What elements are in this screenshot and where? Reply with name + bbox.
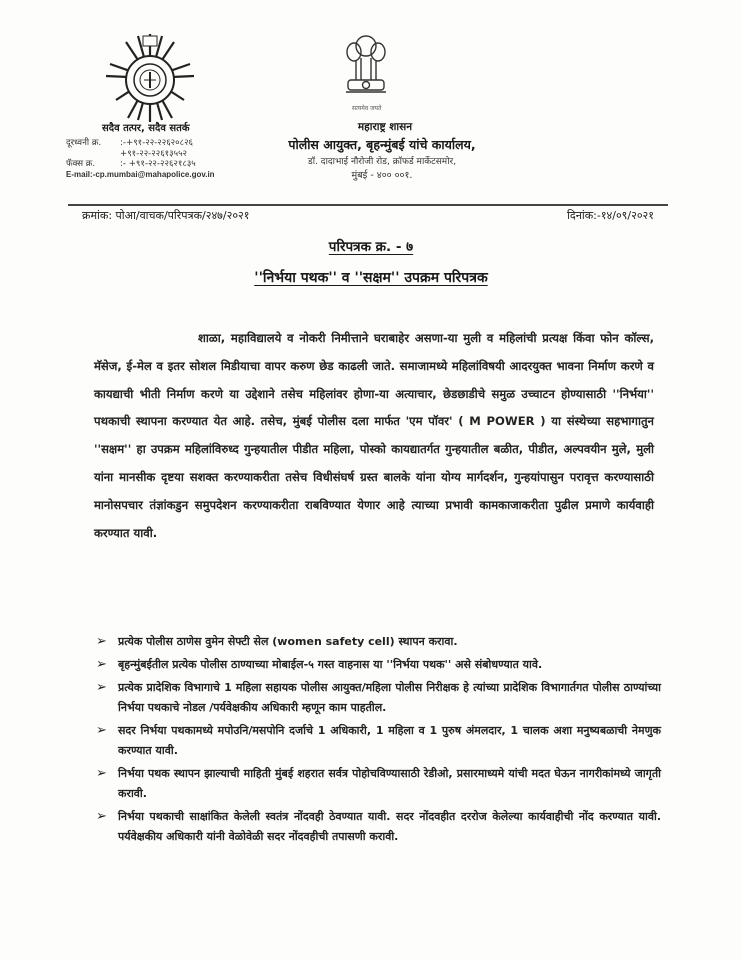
ashoka-emblem bbox=[338, 30, 394, 102]
circular-title bbox=[0, 268, 742, 287]
arrow-bullet-icon: ➢ bbox=[96, 766, 107, 781]
phone-number-2: +९१-२२-२२६१३५५२ bbox=[120, 148, 188, 159]
arrow-bullet-icon: ➢ bbox=[96, 657, 107, 672]
phone-label: दूरध्वनी क्र. bbox=[66, 138, 102, 148]
phone-row bbox=[66, 138, 215, 149]
directive-text: निर्भया पथक स्थापन झाल्याची माहिती मुंबई शहरात सर्वत्र पोहोचविण्यासाठी रेडीओ, प्रसारमाध्यमे यांची मदत घेऊन नागरीकांमध्ये जागृती करावी. bbox=[118, 767, 661, 800]
directive-text: प्रत्येक पोलीस ठाणेस वुमेन सेफ्टी सेल (women safety cell) स्थापन करावा. bbox=[118, 635, 458, 648]
directive-text: निर्भया पथकाची साक्षांकित केलेली स्वतंत्र नोंदवही ठेवण्यात यावी. सदर नोंदवहीत दररोज केलेल्या कार्यवाहीची नोंद करण्यात यावी. पर्यवेक्षकीय अधिकारी यांनी वेळोवेळी सदर नोंदवहीची तपासणी करावी. bbox=[118, 810, 661, 843]
circular-number bbox=[0, 237, 742, 255]
body-paragraph: शाळा, महाविद्यालये व नोकरी निमीत्ताने घराबाहेर असणा-या मुली व महिलांची प्रत्यक्ष किंवा फोन कॉल्स, मॅसेज, ई-मेल व इतर सोशल मिडीयाचा वापर करुण छेड काढली जाते. समाजामध्ये महिलांविषयी आदरयुक्त भावना निर्माण करणे व कायद्याची भीती निर्माण करणे या उद्देशाने तसेच महिलांवर होणा-या अत्याचार, छेडछाडीचे समुळ उच्चाटन होण्यासाठी ''निर्भया'' पथकाची स्थापना करण्यात येत आहे. तसेच, मुंबई पोलीस दला मार्फत 'एम पॉवर' ( M POWER ) या संस्थेच्या सहभागातुन ''सक्षम'' हा उपक्रम महिलांविरुध्द गुन्हयातील पीडीत महिला, पोस्को कायद्यातर्गत गुन्हयातील बळीत, पीडीत, अल्पवयीन मुले, मुली यांना मानसीक दृष्टया सशक्त करण्याकरीता तसेच विधीसंघर्ष ग्रस्त बालके यांना योग्य मार्गदर्शन, गुन्हयांपासुन परावृत्त करण्यासाठी मानोसपचार तंज्ञांकडुन समुपदेशन करण्याकरीता राबविण्यात येणार आहे त्याच्या प्रभावी कामकाजाकरीता पुढील प्रमाणे कार्यवाही करण्यात यावी. bbox=[94, 331, 654, 540]
circular-date: दिनांक:-१४/०९/२०२१ bbox=[567, 209, 654, 222]
office-name: पोलीस आयुक्त, बृहन्मुंबई यांचे कार्यालय, bbox=[288, 137, 476, 152]
arrow-bullet-icon: ➢ bbox=[96, 723, 107, 738]
fax-row bbox=[66, 159, 215, 170]
directive-item bbox=[96, 721, 661, 761]
email-address: E-mail:-cp.mumbai@mahapolice.gov.in bbox=[66, 169, 215, 179]
header-divider bbox=[68, 204, 668, 206]
directive-item bbox=[96, 807, 661, 847]
directive-text: सदर निर्भया पथकामध्ये मपोउनि/मसपोनि दर्जाचे 1 अधिकारी, 1 महिला व 1 पुरुष अंमलदार, 1 चालक अशा मनुष्यबळाची नेमणुक करण्यात यावी. bbox=[118, 724, 661, 757]
arrow-bullet-icon: ➢ bbox=[96, 634, 107, 649]
directive-item bbox=[96, 764, 661, 804]
reference-number: क्रमांक: पोआ/वाचक/परिपत्रक/२४७/२०२१ bbox=[82, 209, 250, 222]
circular-number-text: परिपत्रक क्र. - ७ bbox=[328, 239, 414, 255]
office-city-pin: मुंबई - ४०० ००१. bbox=[351, 170, 413, 181]
phone-number: :-+९१-२२-२२६२०८२६ bbox=[120, 138, 194, 148]
directive-item bbox=[96, 655, 661, 675]
police-motto: सदैव तत्पर, सदैव सतर्क bbox=[102, 123, 190, 134]
directive-text: प्रत्येक प्रादेशिक विभागाचे 1 महिला सहायक पोलीस आयुक्त/महिला पोलीस निरीक्षक हे त्यांच्या प्रादेशिक विभागार्तगत पोलीस ठाण्यांच्या निर्भया पथकाचे नोडल /पर्यवेक्षकीय अधिकारी म्हणून काम पाहतील. bbox=[118, 681, 661, 714]
arrow-bullet-icon: ➢ bbox=[96, 680, 107, 695]
government-name: महाराष्ट्र शासन bbox=[357, 121, 413, 133]
contact-block bbox=[66, 138, 215, 180]
fax-label: फॅक्स क्र. bbox=[66, 159, 96, 170]
circular-title-text: ''निर्भया पथक'' व ''सक्षम'' उपक्रम परिपत्रक bbox=[254, 270, 488, 286]
arrow-bullet-icon: ➢ bbox=[96, 809, 107, 824]
office-address: डॉ. दादाभाई नौरोजी रोड, क्रॉफर्ड मार्केटसमोर, bbox=[307, 157, 457, 167]
directive-text: बृहन्मुंबईतील प्रत्येक पोलीस ठाण्याच्या मोबाईल-५ गस्त वाहनास या ''निर्भया पथक'' असे संबोधण्यात यावे. bbox=[118, 658, 543, 671]
directive-item bbox=[96, 632, 661, 652]
directive-item bbox=[96, 678, 661, 718]
phone-row-2 bbox=[66, 149, 215, 160]
mumbai-police-emblem bbox=[100, 28, 200, 128]
directive-list bbox=[96, 632, 661, 850]
fax-number: :- +९१-२२-२२६२१८३५ bbox=[120, 159, 196, 170]
emblem-caption: सत्यमेव जयते bbox=[352, 105, 382, 112]
